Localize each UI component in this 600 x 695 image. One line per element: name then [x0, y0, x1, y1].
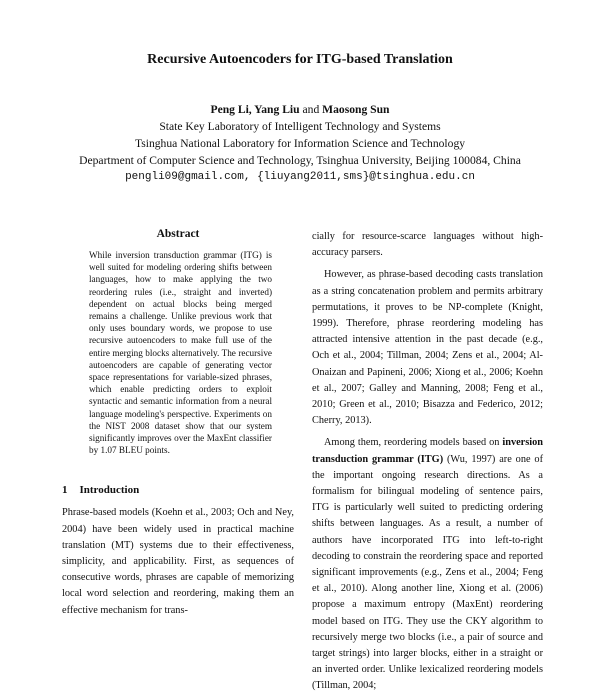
- affiliation-line: State Key Laboratory of Intelligent Technology and Systems: [159, 120, 441, 133]
- right-column: [312, 229, 543, 695]
- body-paragraph: [312, 435, 543, 694]
- body-paragraph: cially for resource-scarce languages without high-accuracy parsers.: [312, 231, 543, 259]
- paragraph-text: (Wu, 1997) are one of the important ongoing research directions. As a formalism for bilingual modeling of sentence pairs, ITG is particularly well suited to predicting ordering shifts between languages. As a result, a number of authors have incorporated ITG into left-to-right decoding to constrain the reordering space and reported significant improvements (e.g., Zens et al., 2004; Feng et al., 2010). Along another line, Xiong et al. (2006) propose a maximum entropy (MaxEnt) reordering model based on ITG. They use the CKY algorithm to recursively merge two blocks (i.e., a pair of source and target strings) into larger blocks, either in a straight or an inverted order. Unlike lexicalized reordering models (Tillman, 2004;: [312, 453, 543, 692]
- body-paragraph: However, as phrase-based decoding casts translation as a string concatenation problem and permits arbitrary permutations, it proves to be NP-complete (Knight, 1999). Therefore, phrase reordering modeling has attracted intensive attention in the past decade (e.g., Och et al., 2004; Tillman, 2004; Zens et al., 2004; Al-Onaizan and Papineni, 2006; Xiong et al., 2006; Koehn et al., 2007; Galley and Manning, 2008; Feng et al., 2010; Green et al., 2010; Bisazza and Federico, 2012; Cherry, 2013).: [312, 269, 543, 427]
- affiliation-line: Tsinghua National Laboratory for Information Science and Technology: [134, 137, 466, 150]
- abstract-text: While inversion transduction grammar (ITG) is well suited for modeling ordering shifts between languages, how to make applying the two reordering rules (i.e., straight and inverted) dependent on actual blocks being merged remains a challenge. Unlike previous work that only uses boundary words, we propose to use recursive autoencoders to make full use of the entire merging blocks alternatively. The recursive autoencoders are capable of generating vector space representations for variable-sized phrases, which enable predicting orders to exploit syntactic and semantic information from a neural language modeling's perspective. Experiments on the NIST 2008 dataset show that our system significantly improves over the MaxEnt classifier by 1.07 BLEU points.: [89, 250, 272, 456]
- abstract-heading: Abstract: [156, 228, 200, 240]
- section-number: 1: [62, 484, 68, 497]
- author-names: [0, 101, 600, 118]
- left-column: [62, 228, 294, 619]
- paragraph-text: Among them, reordering models based on: [324, 437, 503, 449]
- author-names-first: Peng Li, Yang Liu: [210, 103, 300, 116]
- author-block: [0, 101, 600, 186]
- section-heading-introduction: [62, 484, 294, 496]
- introduction-paragraph: Phrase-based models (Koehn et al., 2003; Och and Ney, 2004) have been widely used in practical machine translation (MT) systems due to their effectiveness, simplicity, and applicability. First, as sequences of consecutive words, phrases are capable of memorizing local word selection and reordering, making them an effective mechanism for trans-: [62, 507, 294, 616]
- section-title: Introduction: [79, 484, 140, 497]
- author-names-last: Maosong Sun: [322, 103, 390, 116]
- bold-term: inversion transduction grammar (ITG): [312, 437, 543, 465]
- paper-title: Recursive Autoencoders for ITG-based Translation: [147, 52, 453, 67]
- author-emails: pengli09@gmail.com, {liuyang2011,sms}@tsinghua.edu.cn: [125, 171, 475, 183]
- author-conjunction: and: [302, 103, 320, 116]
- affiliation-line: Department of Computer Science and Technology, Tsinghua University, Beijing 100084, China: [79, 154, 521, 167]
